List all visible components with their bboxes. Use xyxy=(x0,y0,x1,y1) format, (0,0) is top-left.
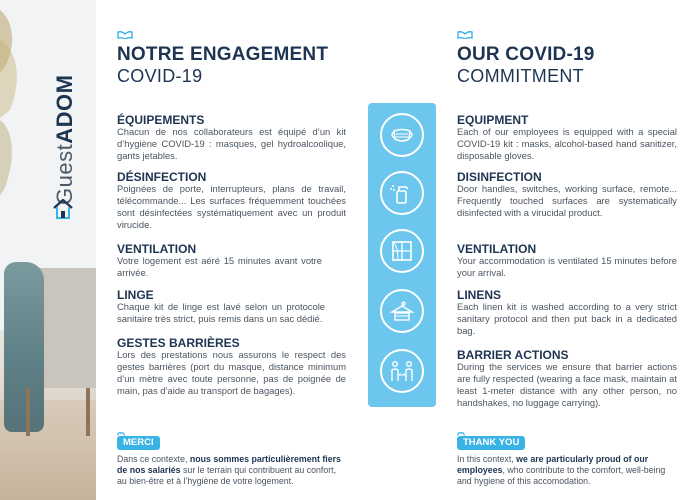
section-heading: VENTILATION xyxy=(117,242,197,256)
page-subtitle: COMMITMENT xyxy=(457,66,584,86)
hanger-towel-icon xyxy=(380,289,424,333)
section-body: Door handles, switches, working surface, remote... Frequently touched surfaces are systematically disinfected with a virucidal product. xyxy=(457,183,677,218)
merci-badge: MERCI xyxy=(117,436,160,450)
section-body: Poignées de porte, interrupteurs, plans de travail, télécommande... Les surfaces fréquemment touchées sont désinfectées systématiquement avec un produit virucide. xyxy=(117,183,346,230)
section-heading: LINGE xyxy=(117,288,154,302)
section-body: Votre logement est aéré 15 minutes avant votre arrivée. xyxy=(117,255,322,278)
section-body: Chaque kit de linge est lavé selon un protocole sanitaire très strict, puis remis dans un sac dédié. xyxy=(117,301,325,324)
section-heading: BARRIER ACTIONS xyxy=(457,348,569,362)
house-icon xyxy=(51,197,75,221)
page-subtitle: COVID-19 xyxy=(117,66,203,86)
section-heading: GESTES BARRIÈRES xyxy=(117,336,240,350)
section-body: Chacun de nos collaborateurs est équipé d’un kit d’hygiène COVID-19 : masques, gel hydroalcoolique, gants jetables. xyxy=(117,126,346,161)
section-heading: VENTILATION xyxy=(457,242,537,256)
open-book-icon xyxy=(117,31,133,39)
thank-you-badge: THANK YOU xyxy=(457,436,525,450)
section-heading: ÉQUIPEMENTS xyxy=(117,113,205,127)
open-book-icon xyxy=(457,31,473,39)
page-title: NOTRE ENGAGEMENT xyxy=(117,44,329,65)
section-body: Your accommodation is ventilated 15 minutes before your arrival. xyxy=(457,255,677,278)
section-body: Each linen kit is washed according to a very strict sanitary protocol and then put back in a dedicated bag. xyxy=(457,301,677,336)
mask-icon xyxy=(380,113,424,157)
plant-leaves-image xyxy=(0,0,30,200)
section-heading: EQUIPMENT xyxy=(457,113,529,127)
section-body: During the services we ensure that barrier actions are fully respected (wearing a face mask, maintain at least 1-meter distance with any other person, no handshakes, no luggage carrying). xyxy=(457,361,677,408)
section-body: Each of our employees is equipped with a special COVID-19 kit : masks, alcohol-based hand sanitizer, disposable gloves. xyxy=(457,126,677,161)
closing-text: Dans ce contexte, nous sommes particulièrement fiers de nos salariés sur le terrain qui contribuent au confort, au bien-être et à l’hygiène de votre logement. xyxy=(117,454,341,486)
icon-strip xyxy=(368,103,436,407)
social-distance-icon xyxy=(380,349,424,393)
spray-bottle-icon xyxy=(380,171,424,215)
closing-text: In this context, we are particularly proud of our employees, who contribute to the comfort, well-being and hygiene of this accomodation. xyxy=(457,454,666,486)
logo-wordmark: GuestADOM xyxy=(52,74,77,205)
section-heading: LINENS xyxy=(457,288,502,302)
page-title: OUR COVID-19 xyxy=(457,44,595,65)
guestadom-logo xyxy=(48,0,78,210)
section-body: Lors des prestations nous assurons le respect des gestes barrières (port du masque, distance minimum d’un mètre avec toute personne, pas de poignée de main, pas d’aide au transport de bagages). xyxy=(117,349,346,396)
section-heading: DÉSINFECTION xyxy=(117,170,207,184)
window-icon xyxy=(380,229,424,273)
throw-blanket-image xyxy=(4,262,44,432)
section-heading: DISINFECTION xyxy=(457,170,542,184)
